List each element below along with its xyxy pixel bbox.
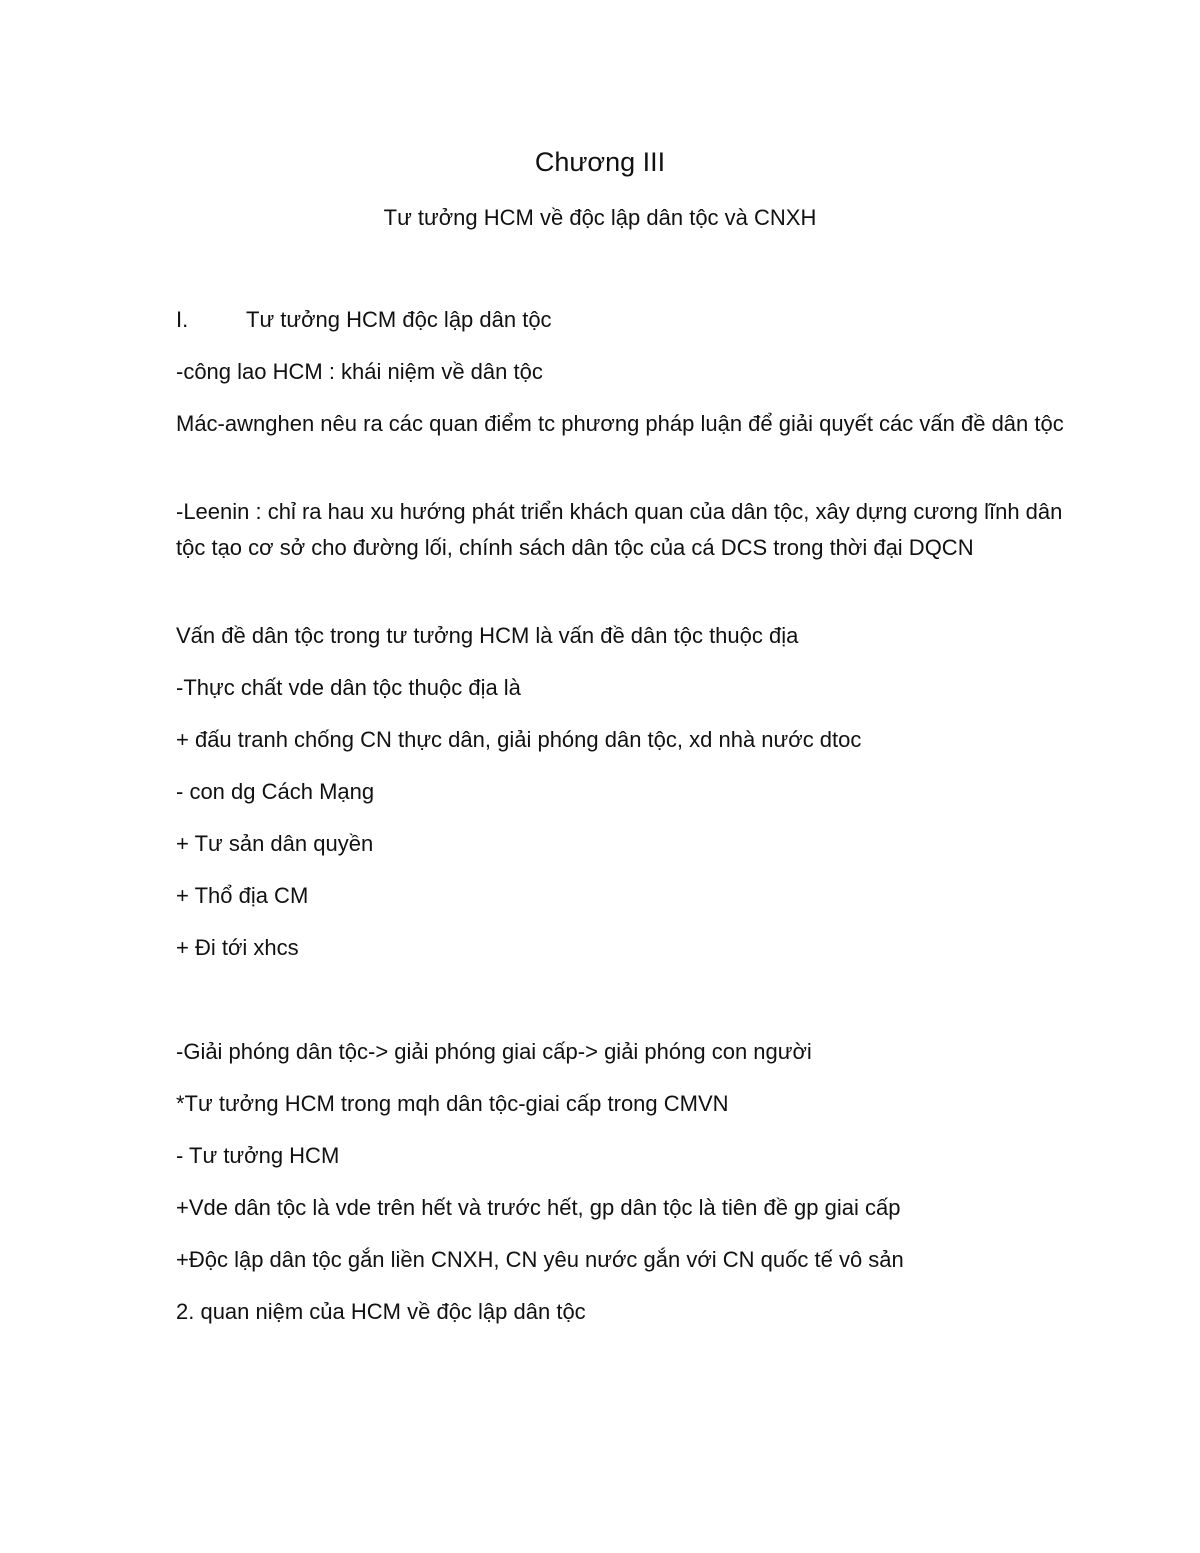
chapter-title: Chương III — [534, 147, 666, 177]
paragraph: -Leenin : chỉ ra hau xu hướng phát triển khách quan của dân tộc, xây dựng cương lĩnh dân tộc tạo cơ sở cho đường lối, chính sách dân tộc của cá DCS trong thời đại DQCN — [176, 499, 1063, 560]
paragraph: -Giải phóng dân tộc-> giải phóng giai cấp-> giải phóng con người — [176, 1039, 812, 1064]
paragraph: + Tư sản dân quyền — [176, 831, 374, 856]
paragraph: 2. quan niệm của HCM về độc lập dân tộc — [176, 1299, 586, 1324]
paragraph: - Tư tưởng HCM — [176, 1143, 340, 1168]
paragraph: +Độc lập dân tộc gắn liền CNXH, CN yêu nước gắn với CN quốc tế vô sản — [176, 1247, 904, 1272]
paragraph: +Vde dân tộc là vde trên hết và trước hết, gp dân tộc là tiên đề gp giai cấp — [176, 1195, 901, 1220]
paragraph: -Thực chất vde dân tộc thuộc địa là — [176, 675, 521, 700]
paragraph: Vấn đề dân tộc trong tư tưởng HCM là vấn đề dân tộc thuộc địa — [176, 623, 799, 648]
paragraph: *Tư tưởng HCM trong mqh dân tộc-giai cấp trong CMVN — [176, 1091, 729, 1116]
paragraph: -công lao HCM : khái niệm về dân tộc — [176, 359, 543, 384]
paragraph: + Thổ địa CM — [176, 883, 309, 908]
paragraph: + đấu tranh chống CN thực dân, giải phóng dân tộc, xd nhà nước dtoc — [176, 727, 862, 752]
section-title: Tư tưởng HCM độc lập dân tộc — [246, 307, 552, 332]
section-number: I. — [176, 307, 189, 332]
paragraph: Mác-awnghen nêu ra các quan điểm tc phương pháp luận để giải quyết các vấn đề dân tộc — [176, 411, 1064, 436]
paragraph: + Đi tới xhcs — [176, 935, 299, 960]
section-heading — [176, 302, 1076, 338]
chapter-subtitle: Tư tưởng HCM về độc lập dân tộc và CNXH — [383, 205, 817, 230]
paragraph: - con dg Cách Mạng — [176, 779, 375, 804]
